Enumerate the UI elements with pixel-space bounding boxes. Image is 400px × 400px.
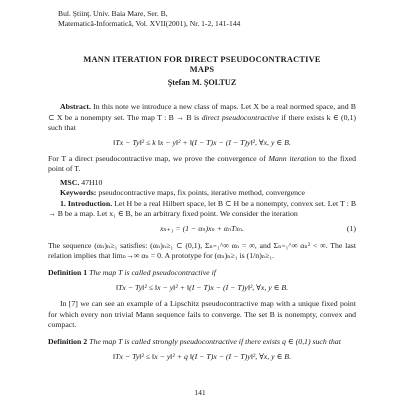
abstract-equation: ‖Tx − Ty‖² ≤ k ‖x − y‖² + ‖(I − T)x − (I − T)y‖², ∀x, y ∈ B. [113, 138, 291, 147]
definition-2-label: Definition 2 [48, 337, 88, 347]
definition-2 [48, 337, 356, 347]
page-number: 141 [194, 388, 206, 397]
title-line-2: MAPS [189, 65, 215, 75]
journal-line-2: Matematică-Informatică, Vol. XVII(2001), Nr. 1-2, 141-144 [58, 18, 241, 28]
abstract [48, 102, 356, 133]
abstract-text-4: to the fixed point of T. [48, 154, 357, 174]
msc-label: MSC. [60, 177, 80, 187]
author: Ştefan M. ŞOLTUZ [167, 78, 237, 88]
abstract-term: direct pseudocontractive [201, 112, 279, 122]
keywords-line [60, 188, 356, 198]
abstract-conclusion [48, 154, 356, 174]
msc-line [60, 178, 356, 188]
definition-1 [48, 268, 356, 278]
title-line-1: MANN ITERATION FOR DIRECT PSEUDOCONTRACTIVE [83, 55, 321, 65]
abstract-text-3: For T a direct pseudocontractive map, we prove the convergence of [48, 154, 266, 164]
iteration-formula: xₙ₊₁ = (1 − αₙ)xₙ + αₙTxₙ. [159, 224, 245, 234]
paper-title [48, 55, 356, 75]
journal-line-1: Bul. Ştiinţ. Univ. Baia Mare, Ser. B, [58, 9, 168, 18]
abstract-term-2: Mann iteration [268, 154, 317, 164]
paragraph-2: In [7] we can see an example of a Lipschitz pseudocontractive map with a unique fixed point for which every non trivial Mann sequence fails to converge. The set B is nonempty, convex and compact. [48, 299, 356, 329]
msc-value: 47H10 [81, 177, 103, 187]
definition-1-text: The map T is called pseudocontractive if [89, 268, 216, 278]
intro-text-1: Let H be a real Hilbert space, let B ⊂ H be a nonempty, convex set. Let T : B → B be a map. Let x₁ ∈ B, be an arbitrary fixed point. We consider the iteration [48, 199, 357, 219]
iteration-equation [48, 224, 356, 234]
definition-2-equation: ‖Tx − Ty‖² ≤ ‖x − y‖² + q ‖(I − T)x − (I − T)y‖², ∀x, y ∈ B. [112, 352, 292, 362]
intro-text-2: The sequence (αₙ)ₙ≥₁ satisfies: (αₙ)ₙ≥₁ ⊂ (0,1), Σₙ₌₁^∞ αₙ = ∞, and Σₙ₌₁^∞ αₙ² < ∞. The last relation implies that limₙ→∞ αₙ = 0. A prototype for (αₙ)ₙ≥₁ is (1/n)ₙ≥₁. [48, 240, 356, 260]
definition-2-text: The map T is called strongly pseudocontractive if there exists q ∈ (0,1) such that [89, 337, 341, 347]
section-heading: 1. Introduction. [60, 199, 113, 209]
equation-number: (1) [346, 224, 356, 234]
abstract-text-1: In this note we introduce a new class of maps. Let X be a real normed space, and B ⊂ X be a nonempty set. The map T : B → B is [48, 102, 356, 122]
definition-1-label: Definition 1 [48, 268, 88, 278]
keywords-value: pseudocontractive maps, fix points, iterative method, convergence [98, 187, 305, 197]
definition-1-equation: ‖Tx − Ty‖² ≤ ‖x − y‖² + ‖(I − T)x − (I − T)y‖², ∀x, y ∈ B. [115, 283, 289, 293]
abstract-label: Abstract. [60, 102, 91, 112]
keywords-label: Keywords: [60, 187, 97, 197]
journal-header [58, 9, 356, 28]
introduction [48, 199, 356, 219]
abstract-text-2: if there exists k ∈ (0,1) such that [48, 112, 357, 132]
